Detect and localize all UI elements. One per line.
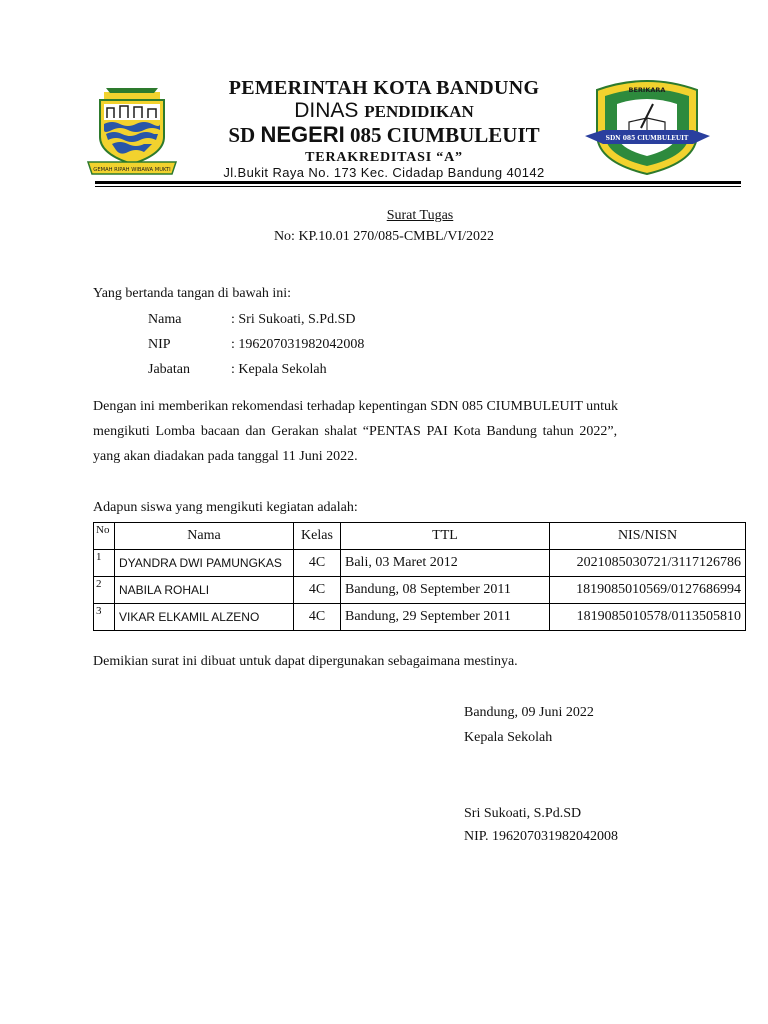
row-no: 3 — [94, 604, 115, 631]
letterhead-address: Jl.Bukit Raya No. 173 Kec. Cidadap Bandung 40142 — [223, 165, 545, 180]
row-kelas: 4C — [294, 604, 341, 631]
field-label-nip: NIP — [148, 337, 171, 352]
table-row — [94, 577, 746, 604]
letterhead-department-name: PENDIDIKAN — [364, 102, 474, 121]
row-kelas: 4C — [294, 550, 341, 577]
signature-nip: NIP. 196207031982042008 — [464, 829, 619, 844]
letterhead-department-word: DINAS — [294, 99, 359, 122]
closing-text: Demikian surat ini dibuat untuk dapat dipergunakan sebagaimana mestinya. — [93, 654, 518, 669]
paragraph-line-2: mengikuti Lomba bacaan dan Gerakan shalat “PENTAS PAI Kota Bandung tahun 2022”, — [93, 424, 618, 439]
table-row — [94, 550, 746, 577]
letter-number: No: KP.10.01 270/085-CMBL/VI/2022 — [273, 229, 495, 244]
header-kelas: Kelas — [294, 523, 341, 550]
header-no: No — [94, 523, 115, 550]
left-logo-motto: GEMAH RIPAH WIBAWA MUKTI — [93, 167, 171, 173]
students-table — [93, 522, 746, 631]
row-nis: 2021085030721/3117126786 — [550, 550, 746, 577]
signature-place-date: Bandung, 09 Juni 2022 — [464, 705, 594, 720]
field-value-nama: : Sri Sukoati, S.Pd.SD — [231, 312, 356, 327]
letterhead-divider-thick — [95, 181, 741, 184]
letterhead-accreditation: TERAKREDITASI “A” — [305, 150, 463, 165]
letterhead-school — [0, 122, 768, 148]
field-value-jabatan: : Kepala Sekolah — [231, 362, 327, 377]
right-logo-top-text: BERIKARA — [628, 86, 666, 94]
paragraph-line-1: Dengan ini memberikan rekomendasi terhadap kepentingan SDN 085 CIUMBULEUIT untuk — [93, 399, 619, 414]
header-nis: NIS/NISN — [550, 523, 746, 550]
header-nama: Nama — [115, 523, 294, 550]
row-no: 2 — [94, 577, 115, 604]
right-logo-ribbon-text: SDN 085 CIUMBULEUIT — [605, 135, 689, 142]
letterhead-school-prefix: SD — [228, 123, 256, 147]
field-value-nip: : 196207031982042008 — [231, 337, 365, 352]
row-nama: NABILA ROHALI — [115, 577, 294, 604]
row-ttl: Bandung, 29 September 2011 — [341, 604, 550, 631]
table-header-row — [94, 523, 746, 550]
letterhead-department — [0, 99, 768, 123]
intro-text: Yang bertanda tangan di bawah ini: — [93, 286, 292, 301]
row-nama: VIKAR ELKAMIL ALZENO — [115, 604, 294, 631]
letterhead-school-name: 085 CIUMBULEUIT — [350, 123, 540, 147]
row-ttl: Bali, 03 Maret 2012 — [341, 550, 550, 577]
letter-title: Surat Tugas — [386, 208, 454, 223]
row-nis: 1819085010569/0127686994 — [550, 577, 746, 604]
row-nama: DYANDRA DWI PAMUNGKAS — [115, 550, 294, 577]
letterhead-school-negeri: NEGERI — [260, 122, 345, 147]
letterhead-divider-thin — [95, 186, 741, 187]
row-no: 1 — [94, 550, 115, 577]
row-nis: 1819085010578/0113505810 — [550, 604, 746, 631]
paragraph-line-3: yang akan diadakan pada tanggal 11 Juni 2022. — [93, 449, 358, 464]
letterhead-government: PEMERINTAH KOTA BANDUNG — [228, 77, 540, 99]
signature-name: Sri Sukoati, S.Pd.SD — [464, 806, 582, 821]
row-kelas: 4C — [294, 577, 341, 604]
field-label-jabatan: Jabatan — [148, 362, 190, 377]
students-intro: Adapun siswa yang mengikuti kegiatan adalah: — [93, 500, 358, 515]
field-label-nama: Nama — [148, 312, 182, 327]
table-row — [94, 604, 746, 631]
signature-position: Kepala Sekolah — [464, 730, 553, 745]
header-ttl: TTL — [341, 523, 550, 550]
row-ttl: Bandung, 08 September 2011 — [341, 577, 550, 604]
